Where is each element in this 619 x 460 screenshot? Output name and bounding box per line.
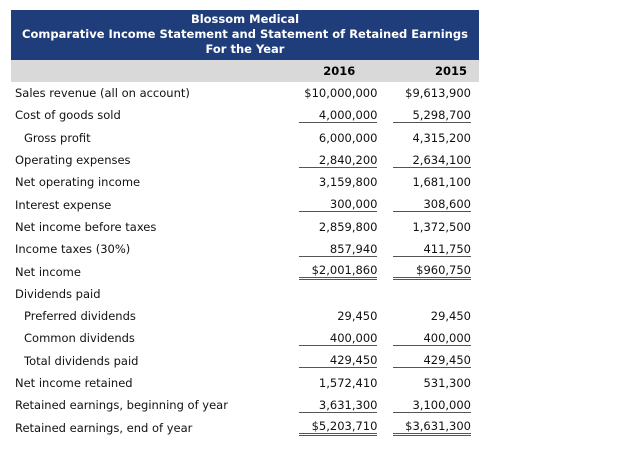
- row-retained-earnings-beginning: [11, 394, 479, 416]
- value-2016: 3,631,300: [299, 398, 377, 413]
- value-2015: $960,750: [393, 263, 471, 280]
- value-2016: 1,572,410: [318, 376, 378, 390]
- row-label: Net income before taxes: [15, 219, 157, 234]
- value-2015: 1,372,500: [412, 219, 471, 234]
- value-2015: 308,600: [393, 197, 471, 212]
- statement-table: [11, 10, 479, 439]
- value-2015: 531,300: [423, 376, 471, 390]
- column-header-2016: 2016: [323, 64, 356, 78]
- value-2015: 429,450: [393, 353, 471, 368]
- value-2016: 857,940: [299, 242, 377, 257]
- row-sales-revenue: [11, 82, 479, 104]
- row-label: Cost of goods sold: [15, 108, 121, 123]
- value-2016: $10,000,000: [304, 86, 378, 101]
- row-dividends-paid: [11, 283, 479, 305]
- column-header-2015: 2015: [435, 64, 468, 78]
- row-label: Preferred dividends: [24, 309, 136, 324]
- value-2016: 400,000: [299, 331, 377, 346]
- value-2016: 429,450: [299, 353, 377, 368]
- company-name: Blossom Medical: [190, 12, 300, 26]
- value-2015: $9,613,900: [405, 86, 471, 101]
- statement-period: For the Year: [205, 42, 285, 56]
- row-cost-of-goods-sold: [11, 104, 479, 126]
- row-net-income-retained: [11, 372, 479, 394]
- row-label: Sales revenue (all on account): [15, 86, 190, 101]
- value-2016: 2,859,800: [318, 219, 378, 234]
- value-2015: 4,315,200: [412, 130, 471, 145]
- row-label: Retained earnings, end of year: [15, 420, 193, 435]
- value-2015: 3,100,000: [393, 398, 471, 413]
- value-2016: 2,840,200: [299, 153, 377, 168]
- row-label: Net income: [15, 264, 81, 279]
- row-label: Total dividends paid: [24, 353, 139, 368]
- value-2015: 29,450: [430, 309, 471, 324]
- column-header-row: [11, 60, 479, 82]
- value-2016: 4,000,000: [299, 108, 377, 123]
- row-preferred-dividends: [11, 305, 479, 327]
- row-label: Net operating income: [15, 175, 141, 190]
- statement-title: Comparative Income Statement and Statement of Retained Earnings: [22, 27, 468, 41]
- row-label: Income taxes (30%): [15, 242, 131, 257]
- row-common-dividends: [11, 327, 479, 349]
- value-2016: $5,203,710: [299, 419, 377, 436]
- row-operating-expenses: [11, 149, 479, 171]
- row-label: Gross profit: [24, 130, 91, 145]
- row-retained-earnings-end: [11, 416, 479, 438]
- row-label: Net income retained: [15, 376, 133, 390]
- value-2015: 2,634,100: [393, 153, 471, 168]
- value-2015: 400,000: [393, 331, 471, 346]
- value-2015: 5,298,700: [393, 108, 471, 123]
- row-total-dividends-paid: [11, 350, 479, 372]
- statement-header: [11, 10, 479, 60]
- value-2016: 3,159,800: [318, 175, 378, 190]
- row-gross-profit: [11, 127, 479, 149]
- row-interest-expense: [11, 193, 479, 215]
- value-2016: 300,000: [299, 197, 377, 212]
- row-label: Interest expense: [15, 197, 112, 212]
- row-net-operating-income: [11, 171, 479, 193]
- row-label: Retained earnings, beginning of year: [15, 398, 228, 413]
- row-label: Operating expenses: [15, 153, 131, 168]
- value-2015: 1,681,100: [412, 175, 471, 190]
- row-label: Dividends paid: [15, 286, 101, 301]
- value-2015: 411,750: [393, 242, 471, 257]
- value-2016: $2,001,860: [299, 263, 377, 280]
- row-net-income: [11, 260, 479, 282]
- row-income-taxes: [11, 238, 479, 260]
- row-label: Common dividends: [24, 331, 135, 346]
- statement-body: [11, 82, 479, 439]
- value-2015: $3,631,300: [393, 419, 471, 436]
- row-net-income-before-taxes: [11, 216, 479, 238]
- value-2016: 29,450: [337, 309, 378, 324]
- value-2016: 6,000,000: [318, 130, 378, 145]
